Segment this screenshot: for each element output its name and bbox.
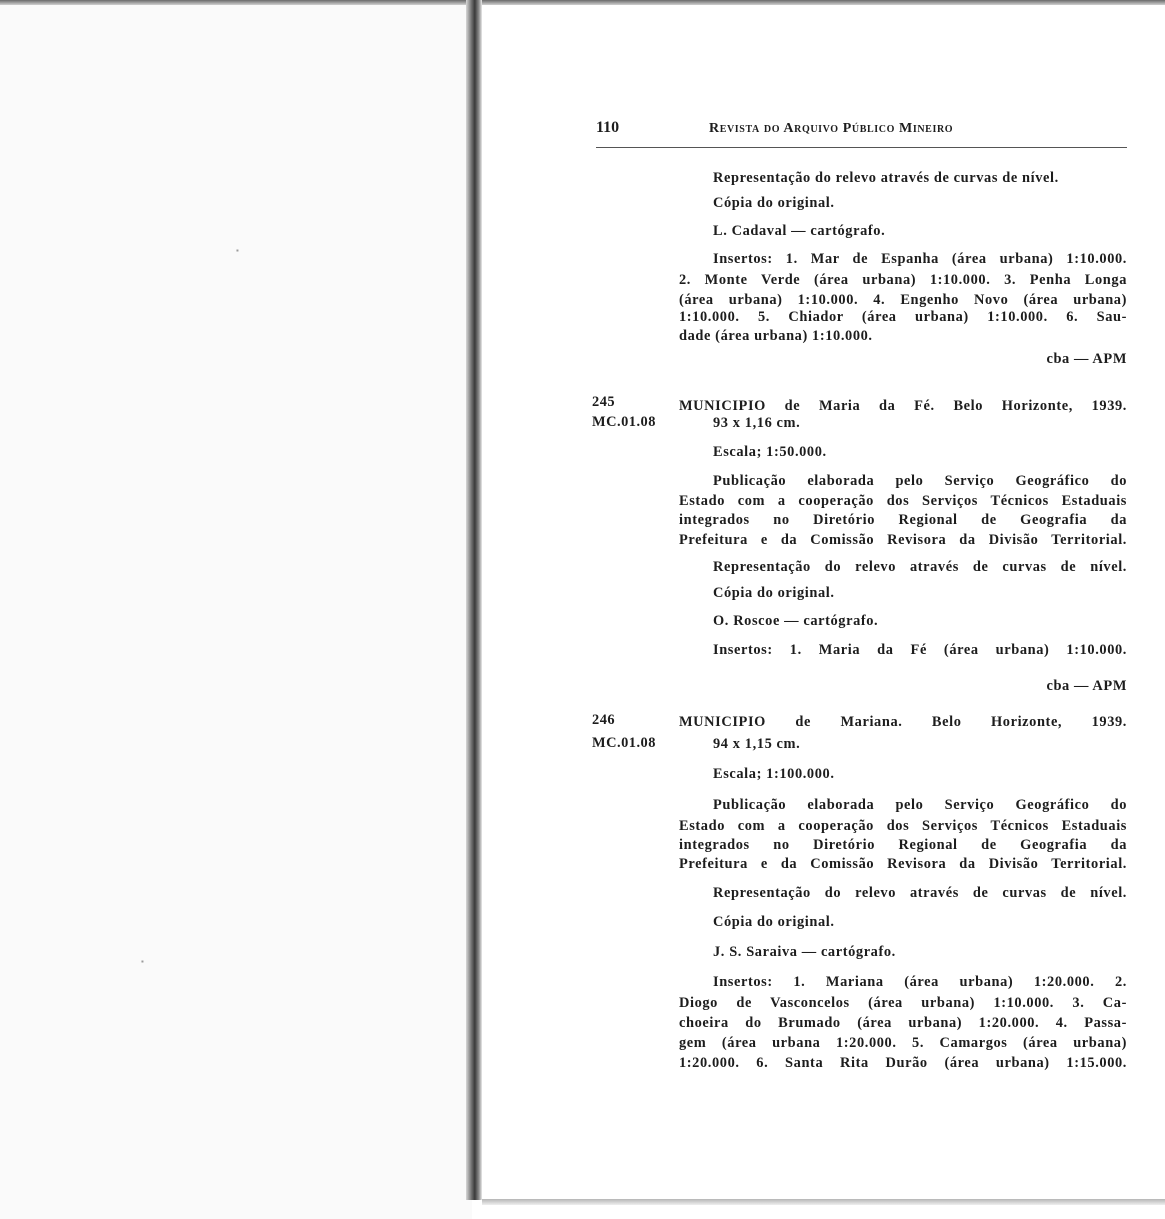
entry-number: 246 bbox=[592, 712, 616, 728]
publicacao-line: integrados no Diretório Regional de Geografia da bbox=[679, 512, 1127, 528]
left-blank-page bbox=[0, 5, 472, 1219]
cartografo-line: J. S. Saraiva — cartógrafo. bbox=[713, 944, 896, 960]
entry-title: MUNICIPIO de Mariana. Belo Horizonte, 1939. bbox=[679, 714, 1127, 730]
entry-dimensions: 94 x 1,15 cm. bbox=[713, 736, 801, 752]
entry-title: MUNICIPIO de Maria da Fé. Belo Horizonte, 1939. bbox=[679, 398, 1127, 414]
insertos-line: gem (área urbana 1:20.000. 5. Camargos (área urbana) bbox=[679, 1035, 1127, 1051]
relevo-line: Representação do relevo através de curvas de nível. bbox=[713, 559, 1127, 575]
entry-code: MC.01.08 bbox=[592, 735, 656, 751]
running-header bbox=[596, 119, 1127, 148]
source-line: cba — APM bbox=[1046, 678, 1127, 694]
copia-line: Cópia do original. bbox=[713, 585, 835, 601]
insertos-line: (área urbana) 1:10.000. 4. Engenho Novo (área urbana) bbox=[679, 292, 1127, 308]
running-title: Revista do Arquivo Público Mineiro bbox=[709, 121, 954, 136]
page-number: 110 bbox=[596, 119, 620, 136]
publicacao-line: Prefeitura e da Comissão Revisora da Divisão Territorial. bbox=[679, 532, 1127, 548]
book-gutter-shadow bbox=[466, 0, 482, 1200]
publicacao-line: Estado com a cooperação dos Serviços Técnicos Estaduais bbox=[679, 818, 1127, 834]
publicacao-line: Publicação elaborada pelo Serviço Geográfico do bbox=[713, 797, 1127, 813]
insertos-line: 1:10.000. 5. Chiador (área urbana) 1:10.000. 6. Sau- bbox=[679, 309, 1127, 325]
relevo-line: Representação do relevo através de curvas de nível. bbox=[713, 885, 1127, 901]
publicacao-line: Prefeitura e da Comissão Revisora da Divisão Territorial. bbox=[679, 856, 1127, 872]
cartografo-line: L. Cadaval — cartógrafo. bbox=[713, 223, 886, 239]
paper-speck: ▪ bbox=[236, 246, 239, 255]
source-line: cba — APM bbox=[1046, 351, 1127, 367]
publicacao-line: Estado com a cooperação dos Serviços Técnicos Estaduais bbox=[679, 493, 1127, 509]
insertos-line: dade (área urbana) 1:10.000. bbox=[679, 328, 873, 344]
insertos-line: Insertos: 1. Maria da Fé (área urbana) 1:10.000. bbox=[713, 642, 1127, 658]
publicacao-line: integrados no Diretório Regional de Geografia da bbox=[679, 837, 1127, 853]
copia-line: Cópia do original. bbox=[713, 195, 835, 211]
entry-code: MC.01.08 bbox=[592, 414, 656, 430]
relevo-line: Representação do relevo através de curvas de nível. bbox=[713, 170, 1059, 186]
paper-speck: ▪ bbox=[141, 957, 144, 966]
entry-dimensions: 93 x 1,16 cm. bbox=[713, 415, 801, 431]
entry-number: 245 bbox=[592, 394, 616, 410]
insertos-line: Insertos: 1. Mariana (área urbana) 1:20.000. 2. bbox=[713, 974, 1127, 990]
book-bottom-edge bbox=[482, 1199, 1165, 1205]
insertos-line: Diogo de Vasconcelos (área urbana) 1:10.000. 3. Ca- bbox=[679, 995, 1127, 1011]
insertos-line: 1:20.000. 6. Santa Rita Durão (área urbana) 1:15.000. bbox=[679, 1055, 1127, 1071]
escala-line: Escala; 1:100.000. bbox=[713, 766, 835, 782]
insertos-line: 2. Monte Verde (área urbana) 1:10.000. 3. Penha Longa bbox=[679, 272, 1127, 288]
insertos-line: Insertos: 1. Mar de Espanha (área urbana) 1:10.000. bbox=[713, 251, 1127, 267]
publicacao-line: Publicação elaborada pelo Serviço Geográfico do bbox=[713, 473, 1127, 489]
copia-line: Cópia do original. bbox=[713, 914, 835, 930]
cartografo-line: O. Roscoe — cartógrafo. bbox=[713, 613, 879, 629]
insertos-line: choeira do Brumado (área urbana) 1:20.000. 4. Passa- bbox=[679, 1015, 1127, 1031]
escala-line: Escala; 1:50.000. bbox=[713, 444, 827, 460]
